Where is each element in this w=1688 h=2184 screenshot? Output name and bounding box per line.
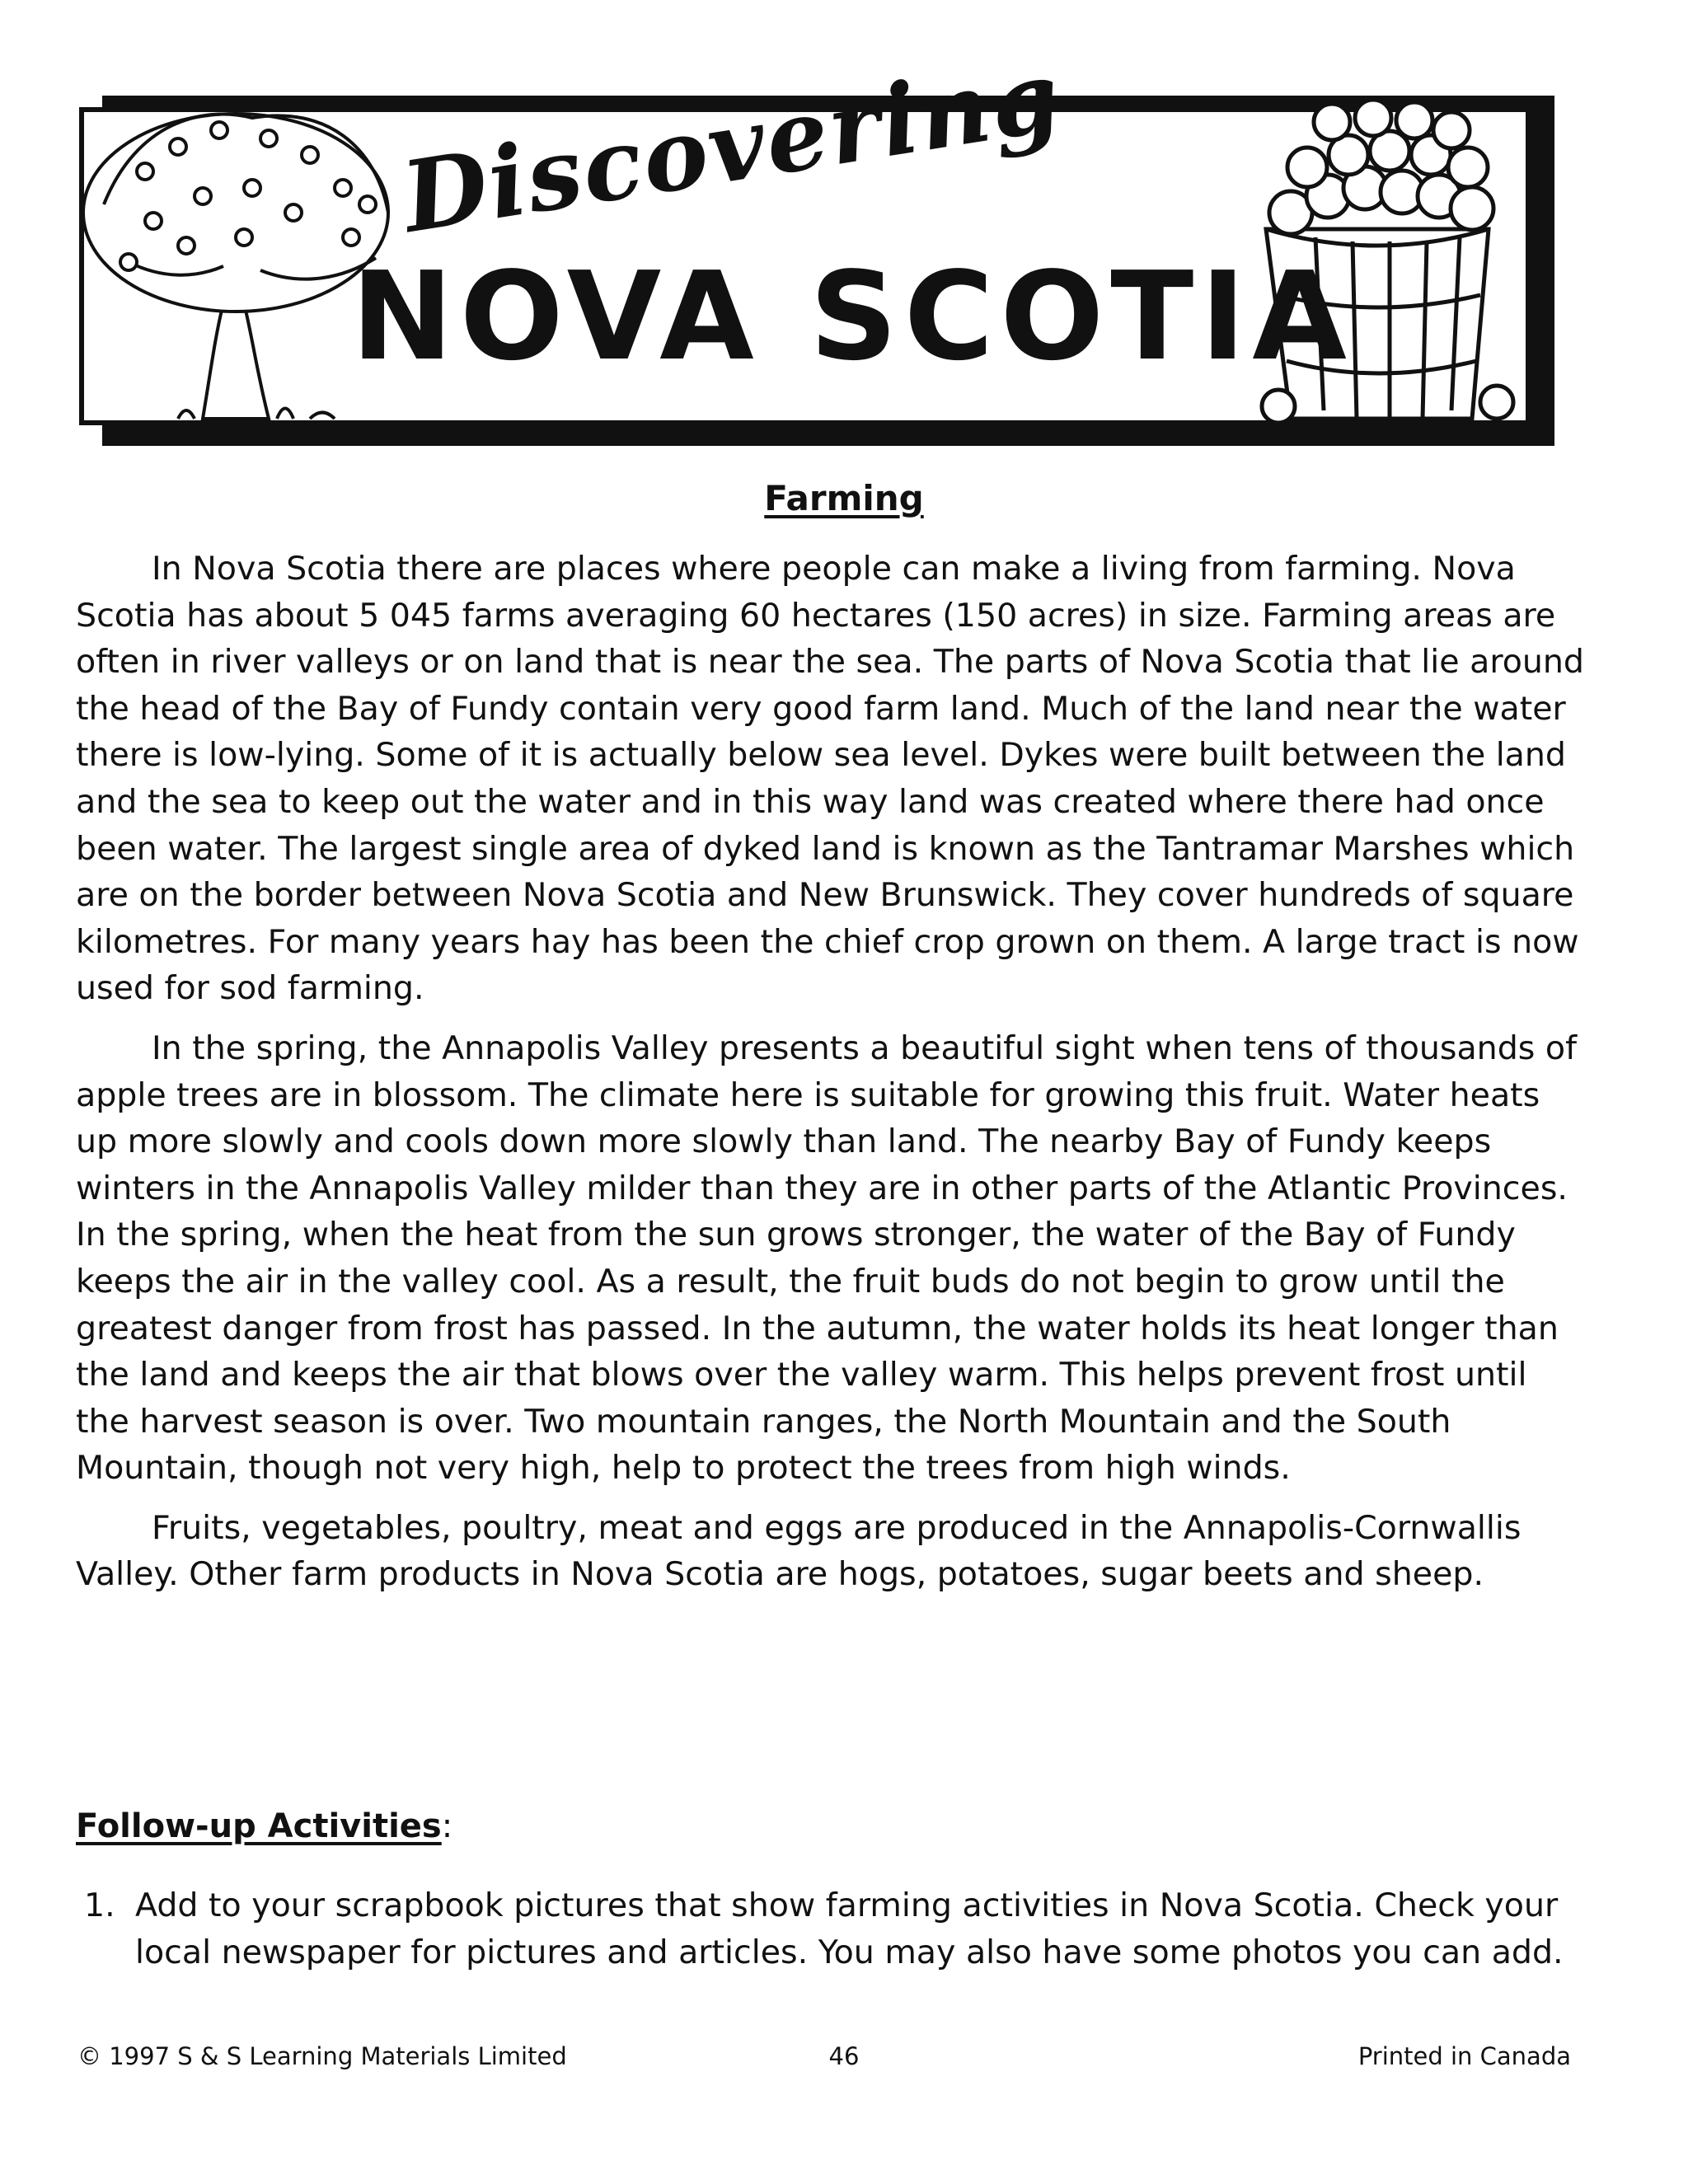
article-body [76,546,1584,1611]
banner-word-nova-scotia: NOVA SCOTIA [351,246,1353,387]
banner-word-discovering: Discovering [395,37,1069,255]
followup-heading-colon: : [441,1807,453,1845]
footer-page-number: 46 [828,2042,860,2070]
footer-copyright: © 1997 S & S Learning Materials Limited [77,2042,567,2070]
paragraph-3: Fruits, vegetables, poultry, meat and eggs are produced in the Annapolis-Cornwallis Valley. Other farm products in Nova Scotia are hogs, potatoes, sugar beets and sheep. [76,1508,1522,1594]
activity-text: Add to your scrapbook pictures that show farming activities in Nova Scotia. Check your local newspaper for pictures and articles. You may also have some photos you can add. [135,1886,1564,1971]
footer-printed: Printed in Canada [1357,2042,1571,2070]
paragraph-1: In Nova Scotia there are places where people can make a living from farming. Nova Scotia has about 5 045 farms averaging 60 hectares (150 acres) in size. Farming areas are often in river valleys or on land that is near the sea. The parts of Nova Scotia that lie around the head of the Bay of Fundy contain very good farm land. Much of the land near the water there is low-lying. Some of it is actually below sea level. Dykes were built between the land and the sea to keep out the water and in this way land was created where there had once been water. The largest single area of dyked land is known as the Tantramar Marshes which are on the border between Nova Scotia and New Brunswick. They cover hundreds of square kilometres. For many years hay has been the chief crop grown on them. A large tract is now used for sod farming. [76,550,1584,1008]
followup-heading-text: Follow-up Activities [76,1807,442,1845]
title-banner [79,37,1554,448]
activity-item [76,1882,1584,1975]
activity-number: 1. [84,1886,115,1924]
followup-heading [76,1807,452,1845]
paragraph-2: In the spring, the Annapolis Valley presents a beautiful sight when tens of thousands of apple trees are in blossom. The climate here is suitable for growing this fruit. Water heats up more slowly and cools down more slowly than land. The nearby Bay of Fundy keeps winters in the Annapolis Valley milder than they are in other parts of the Atlantic Provinces. In the spring, when the heat from the sun grows stronger, the water of the Bay of Fundy keeps the air in the valley cool. As a result, the fruit buds do not begin to grow until the greatest danger from frost has passed. In the autumn, the water holds its heat longer than the land and keeps the air that blows over the valley warm. This helps prevent frost until the harvest season is over. Two mountain ranges, the North Mountain and the South Mountain, though not very high, help to protect the trees from high winds. [76,1029,1577,1488]
section-title: Farming [764,478,924,518]
